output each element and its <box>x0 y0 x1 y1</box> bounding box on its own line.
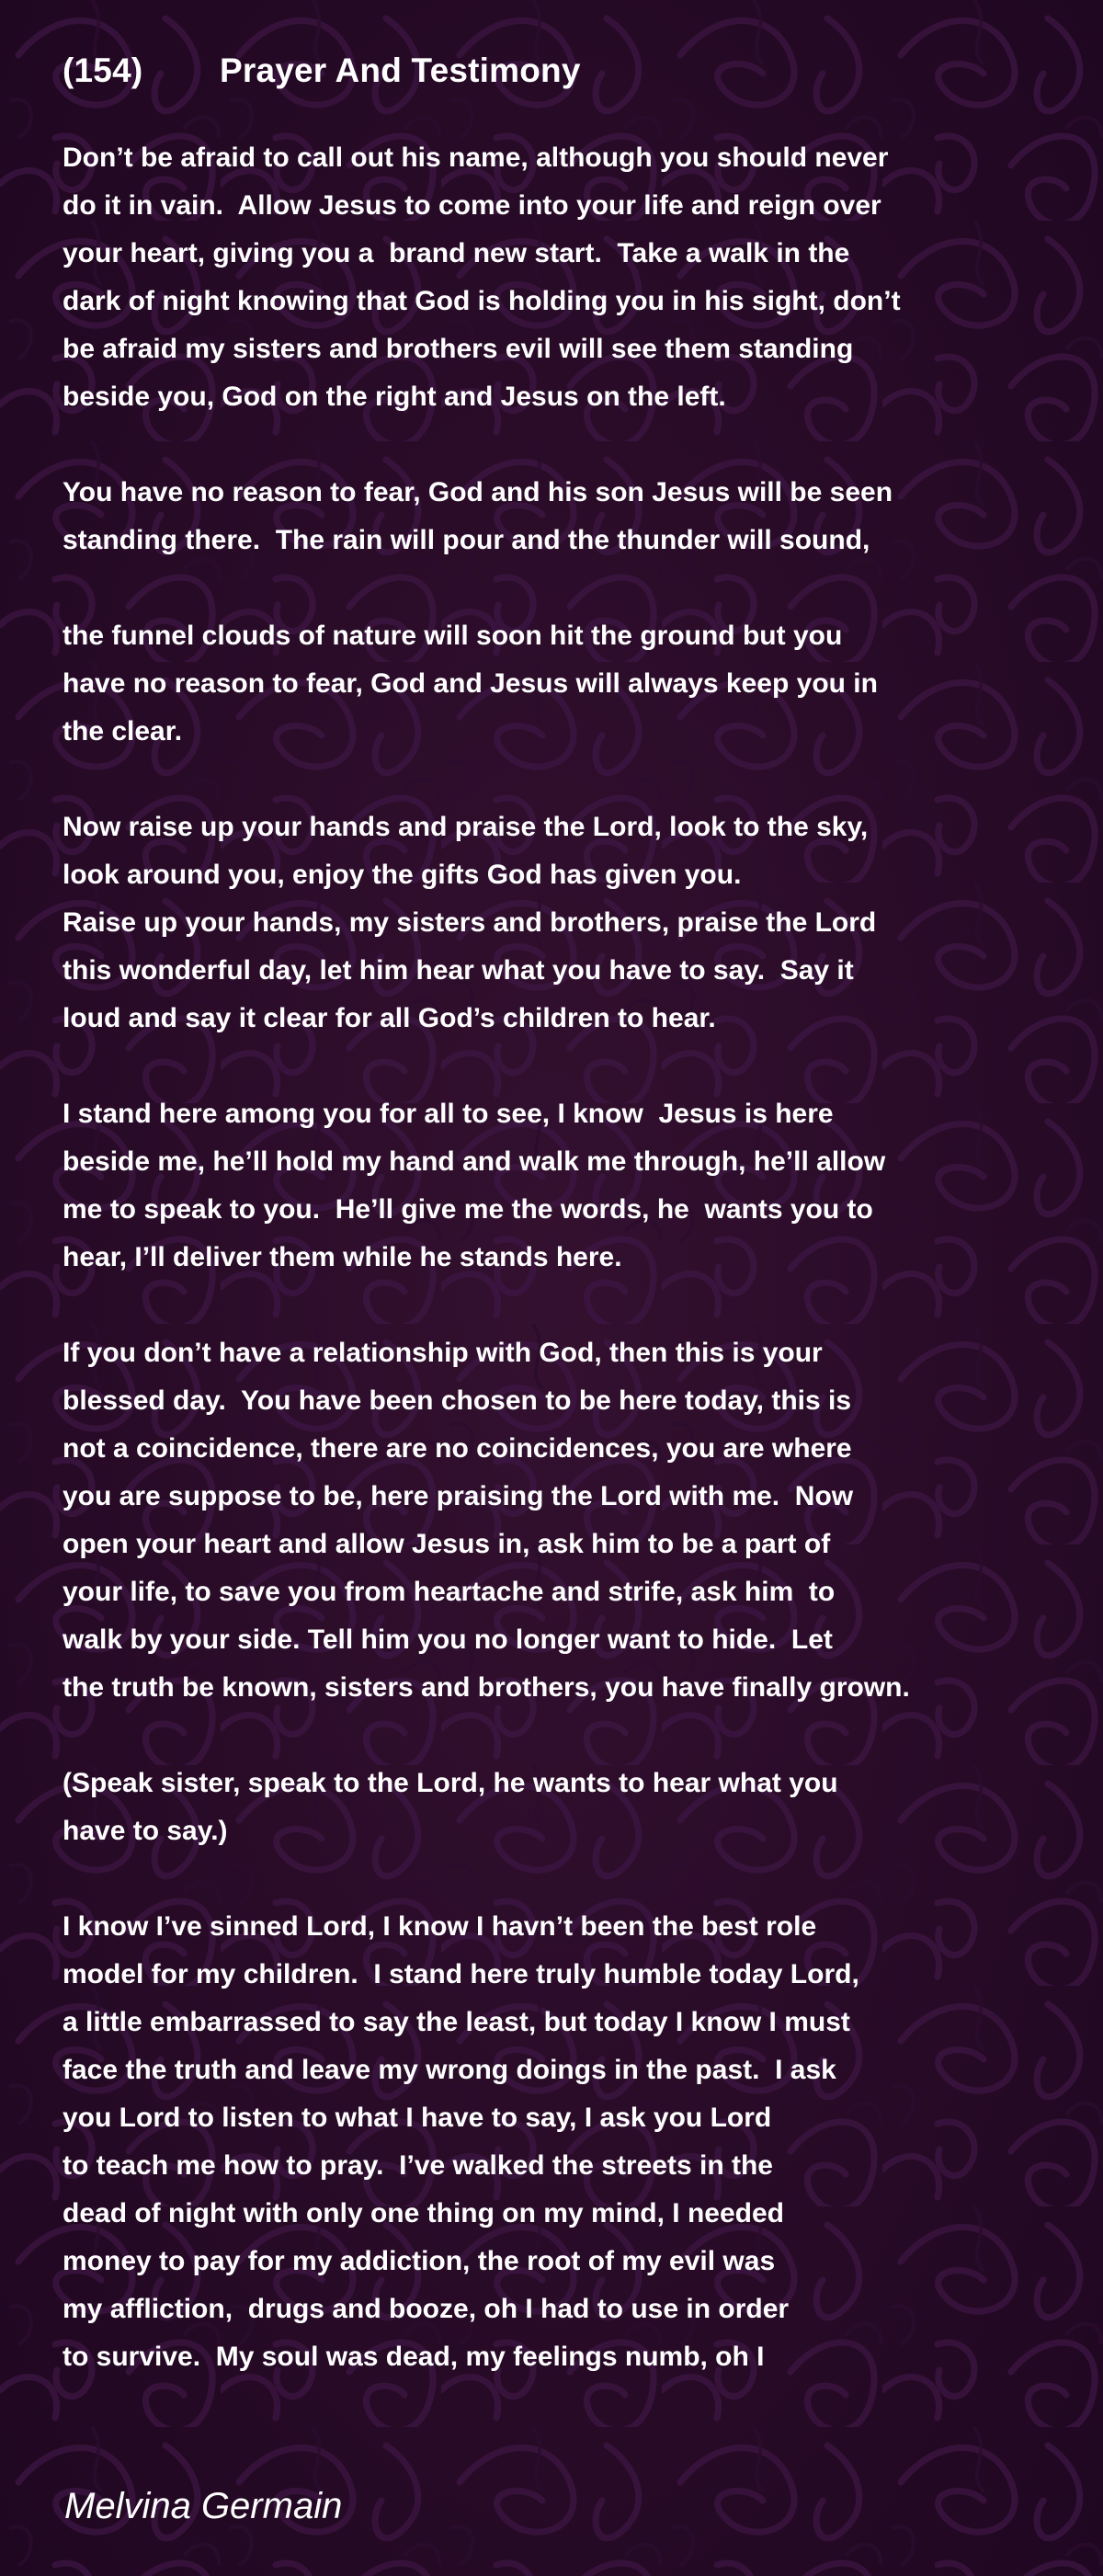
poem-line: look around you, enjoy the gifts God has given you. <box>63 860 742 890</box>
poem-line: the clear. <box>63 716 183 747</box>
poem-line: standing there. The rain will pour and the thunder will sound, <box>63 525 870 555</box>
poem-line: walk by your side. Tell him you no longer want to hide. Let <box>63 1624 833 1655</box>
poem-line: not a coincidence, there are no coincidences, you are where <box>63 1433 852 1464</box>
poem-title-text: Prayer And Testimony <box>220 51 581 89</box>
stanza-break <box>63 756 1074 804</box>
stanza-break <box>63 564 1074 612</box>
poem-line: beside you, God on the right and Jesus on the left. <box>63 382 726 412</box>
poem-line: hear, I’ll deliver them while he stands here. <box>63 1242 622 1272</box>
poem-line: have no reason to fear, God and Jesus will always keep you in <box>63 668 878 699</box>
poem-line: open your heart and allow Jesus in, ask him to be a part of <box>63 1529 831 1559</box>
poem-line: the funnel clouds of nature will soon hit the ground but you <box>63 621 843 651</box>
poem-line: you are suppose to be, here praising the Lord with me. Now <box>63 1481 854 1511</box>
poem-line: dark of night knowing that God is holding you in his sight, don’t <box>63 286 901 316</box>
poem-line: blessed day. You have been chosen to be here today, this is <box>63 1385 852 1416</box>
stanza-break <box>63 421 1074 469</box>
poem-line: to teach me how to pray. I’ve walked the streets in the <box>63 2150 773 2181</box>
stanza-break <box>63 1855 1074 1903</box>
poem-line: loud and say it clear for all God’s children to hear. <box>63 1003 716 1033</box>
poem-line: Raise up your hands, my sisters and brothers, praise the Lord <box>63 907 877 938</box>
poem-line: my affliction, drugs and booze, oh I had to use in order <box>63 2294 790 2324</box>
poem-line: Don’t be afraid to call out his name, although you should never <box>63 142 889 173</box>
stanza-break <box>63 1282 1074 1329</box>
poem-line: (Speak sister, speak to the Lord, he wants to hear what you <box>63 1768 838 1798</box>
poem-number: (154) <box>63 51 143 89</box>
poem-line: Now raise up your hands and praise the Lord, look to the sky, <box>63 812 869 842</box>
stanza-break <box>63 1043 1074 1090</box>
poem-line: you Lord to listen to what I have to say, I ask you Lord <box>63 2103 772 2133</box>
poem-line: to survive. My soul was dead, my feelings numb, oh I <box>63 2342 765 2372</box>
poem-line: If you don’t have a relationship with God, then this is your <box>63 1338 823 1368</box>
poem-line: dead of night with only one thing on my mind, I needed <box>63 2198 784 2228</box>
poem-author: Melvina Germain <box>64 2486 343 2526</box>
poem-line: model for my children. I stand here truly humble today Lord, <box>63 1959 859 1989</box>
poem-line: your heart, giving you a brand new start. Take a walk in the <box>63 238 850 268</box>
poem-title <box>63 48 1074 94</box>
poem-line: face the truth and leave my wrong doings in the past. I ask <box>63 2055 836 2085</box>
poem-line: be afraid my sisters and brothers evil will see them standing <box>63 334 854 364</box>
poem-line: do it in vain. Allow Jesus to come into your life and reign over <box>63 190 881 221</box>
poem-line: beside me, he’ll hold my hand and walk me through, he’ll allow <box>63 1146 886 1177</box>
poem-body <box>63 134 1074 2381</box>
poem-line: have to say.) <box>63 1816 228 1846</box>
poem-line: money to pay for my addiction, the root of my evil was <box>63 2246 776 2276</box>
poem-line: me to speak to you. He’ll give me the words, he wants you to <box>63 1194 873 1225</box>
poem-line: You have no reason to fear, God and his son Jesus will be seen <box>63 477 893 507</box>
poem-line: I know I’ve sinned Lord, I know I havn’t been the best role <box>63 1911 817 1942</box>
poem-content <box>63 48 1074 2381</box>
stanza-break <box>63 1712 1074 1760</box>
poem-line: your life, to save you from heartache and strife, ask him to <box>63 1577 836 1607</box>
poem-line: I stand here among you for all to see, I know Jesus is here <box>63 1099 834 1129</box>
poem-line: the truth be known, sisters and brothers, you have finally grown. <box>63 1672 910 1703</box>
poem-line: a little embarrassed to say the least, but today I know I must <box>63 2007 850 2037</box>
poem-line: this wonderful day, let him hear what you have to say. Say it <box>63 955 854 986</box>
